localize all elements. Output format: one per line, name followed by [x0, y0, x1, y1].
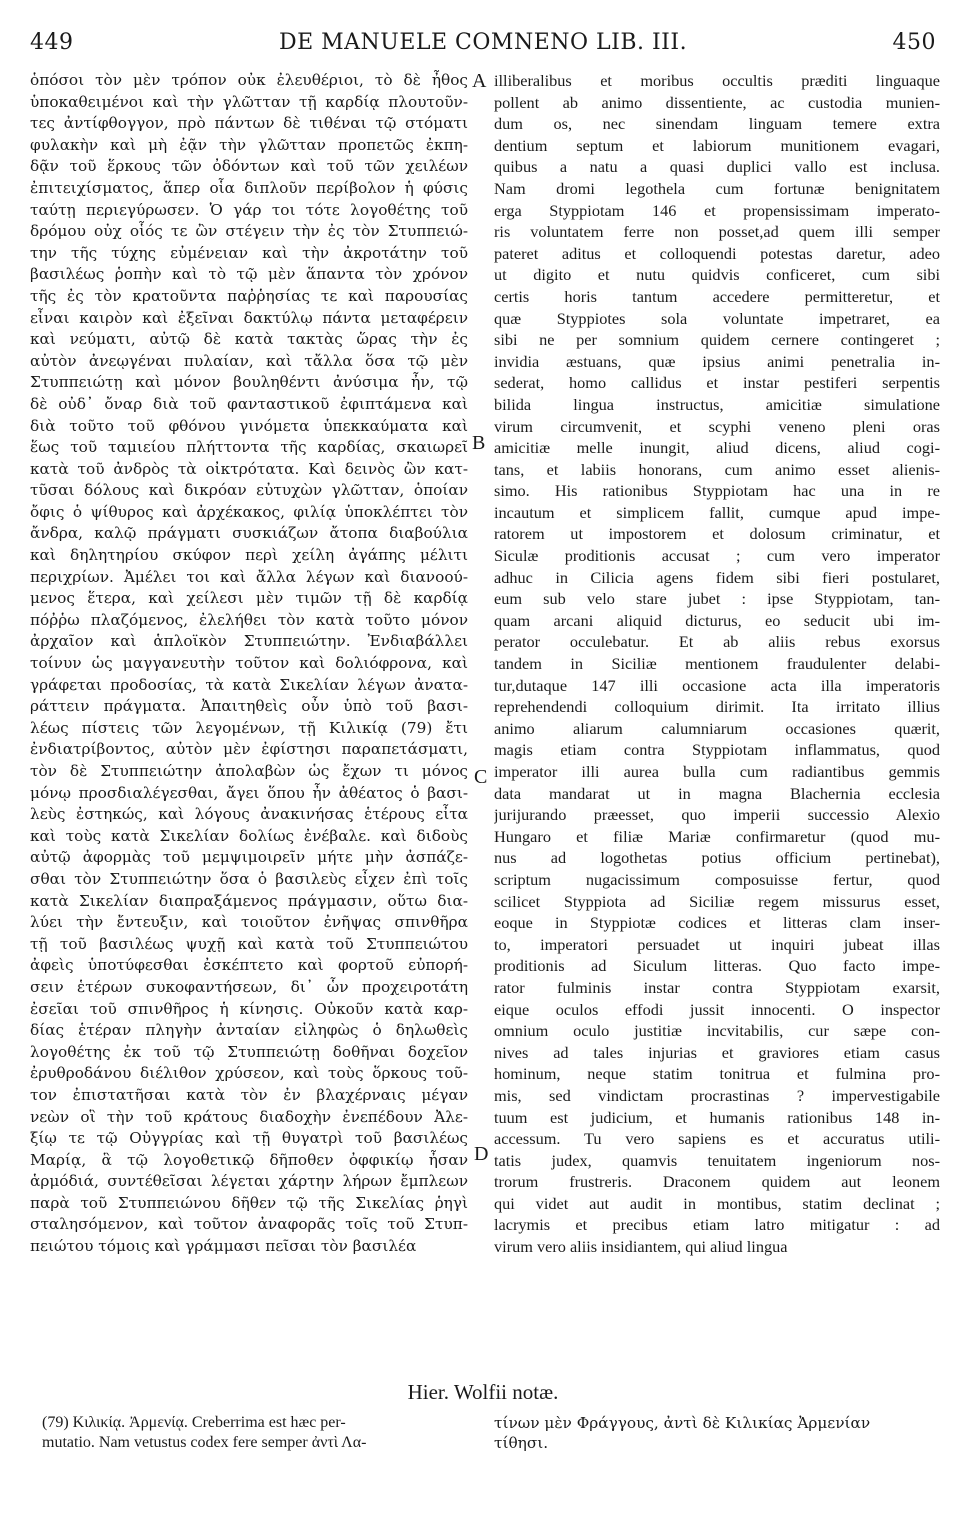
latin-text-line: eum sub velo stare jubet : ipse Styppiotam, tan- — [494, 589, 940, 609]
greek-text-line: τῦσαι δόλους καὶ δικρόαν εὐτυχὼν γλῶτταν, ὁποίαν — [30, 481, 468, 500]
greek-text-line: ἕως τοῦ ταμιείου πλήττοντα τῆς καρδίας, σκαιωρεῖ — [30, 438, 468, 457]
latin-text-line: erga Styppiotam 146 et propensissimam imperato- — [494, 200, 940, 220]
latin-text-line: hominum, neque statim tonitrua et fulmina pro- — [494, 1064, 940, 1084]
latin-text-line: pateret aditus et colloquendi potestas daretur, adeo — [494, 243, 940, 263]
page-number-right: 450 — [892, 30, 936, 55]
greek-text-line: ἄνδρα, καλῷ πράγματι συσκιάζων ἄτοπα διαβούλια — [30, 524, 468, 543]
latin-text-line: amicitiæ melle inungit, aliud dicens, aliud cogi- — [494, 438, 940, 458]
greek-text-line: λέως πίστεις τῶν λεγομένων, τῇ Κιλικίᾳ (79) ἔτι — [30, 718, 468, 737]
page-number-left: 449 — [30, 30, 74, 55]
notes-right-column — [494, 1413, 934, 1453]
latin-text-line: Hungaro et filiæ Mariæ confirmaretur (quod mu- — [494, 826, 940, 846]
greek-text-line: καὶ νεύματι, αὐτῷ δὲ κατὰ τακτὰς ὥρας τὴν ἐς — [30, 330, 468, 349]
latin-text-line: data mandarat ut in magna Blachernia ecclesia — [494, 783, 940, 803]
latin-text-line: Nam dromi legothela cum fortunæ benignitatem — [494, 178, 940, 198]
greek-text-line: εἶναι καιρὸν καὶ ἐξεῖναι δακτύλῳ πάντα μεταφέρειν — [30, 308, 468, 327]
greek-text-line: ἐρυθροδάνου διέλιθον χρύσεον, καὶ τοὺς ὅρκους τοῦ- — [30, 1064, 468, 1083]
greek-text-line: παρὰ τοῦ Στυππειώνου δῆθεν τῷ τῆς Σικελίας ῥηγὶ — [30, 1193, 468, 1212]
greek-text-line: ἀρχαῖον καὶ ἁπλοϊκὸν Στυππειώτην. Ἐνδιαβάλλει — [30, 632, 468, 651]
latin-text-line: dentium septum et labiorum munitionem evagari, — [494, 135, 940, 155]
greek-text-line: ξίῳ τε τῷ Οὐγγρίας καὶ τῇ θυγατρὶ τοῦ βασιλέως — [30, 1129, 468, 1148]
latin-text-line: sibi ne per somnium quidem cernere contingeret ; — [494, 330, 940, 350]
greek-text-line: μόνῳ προσδιαλέγεσθαι, ἄγει ὅπου ἦν ἀθέατος ὁ βασι- — [30, 783, 468, 802]
latin-text-line: nives ad tales injurias et graviores etiam casus — [494, 1042, 940, 1062]
greek-text-line: κατὰ τοῦ ἀνδρὸς τὰ οἰκτρότατα. Καὶ δεινὸς ὢν κατ- — [30, 459, 468, 478]
latin-text-line: Siculæ proditionis accusat ; cum vero imperator — [494, 546, 940, 566]
latin-text-line: tuum est judicium, et humanis rationibus 148 in- — [494, 1107, 940, 1127]
latin-text-line: accessum. Tu vero sapiens es et accuratus utili- — [494, 1129, 940, 1149]
latin-text-line: imperator illi aurea bulla cum radiantibus gemmis — [494, 762, 940, 781]
latin-text-line: animo aliarum calumniarum occasiones quærit, — [494, 718, 940, 738]
greek-text-line: ταύτῃ περιεγύρωσεν. Ὁ γάρ τοι τότε λογοθέτης τοῦ — [30, 200, 468, 219]
greek-text-line: σταλησόμενον, καὶ τοῦτον ἀναφορᾶς τοῖς τοῦ Στυπ- — [30, 1215, 468, 1234]
latin-text-column — [494, 70, 940, 1258]
section-marker-a: A — [472, 70, 487, 92]
greek-text-line: νεὼν οἳ τὴν τοῦ κράτους διαδοχὴν ἐνεπέδουν Ἀλε- — [30, 1107, 468, 1126]
latin-text-line: qui videt aut audit in montibus, statim declinat ; — [494, 1193, 940, 1213]
greek-text-line: φυλακὴν καὶ μὴ ἐᾷν τὴν γλῶτταν προπετῶς ἐκπη- — [30, 135, 468, 154]
running-head — [30, 30, 936, 64]
section-marker-d: D — [474, 1143, 489, 1165]
latin-text-line: trorum frustreris. Draconem quidem aut leonem — [494, 1172, 940, 1192]
latin-text-line: lacrymis et precibus etiam latro mitigatur : ad — [494, 1215, 940, 1235]
greek-text-line: ἀφεὶς ὑποτύφεσθαι ἐσκέπτετο καὶ φορτοῦ εὐπορή- — [30, 956, 468, 975]
latin-text-line: scilicet Styppiota ad Siciliæ regem missurus esset, — [494, 891, 940, 911]
latin-text-line: bilida lingua instructus, amicitiæ simulatione — [494, 394, 940, 414]
latin-text-line: proditionis ad Siculum litteras. Quo facto impe- — [494, 956, 940, 976]
latin-text-line: magis etiam contra Styppiotam inflammatus, quod — [494, 740, 940, 760]
greek-text-line: τον ἐπιστατῆσαι κατὰ τὸν ἐν βλαχέρναις μέγαν — [30, 1085, 468, 1104]
greek-text-line: μενος ἕτερα, καὶ χείλεσι μὲν τιμῶν τῇ δὲ καρδίᾳ — [30, 589, 468, 608]
latin-text-line: tandem in Siciliæ mentionem fraudulenter delabi- — [494, 654, 940, 674]
latin-text-line: perator occulebatur. Et ab aliis rebus exorsus — [494, 632, 940, 652]
greek-text-line: Στυππειώτῃ καὶ μόνον βουληθέντι ἀνύσιμα ἦν, τῷ — [30, 373, 468, 392]
note-line: (79) Κιλικίᾳ. Ἀρμενίᾳ. Creberrima est hæc per- — [42, 1414, 346, 1431]
latin-text-line: virum circumvenit, et scyphi veneno pleni oras — [494, 416, 940, 436]
note-line: τίθησι. — [494, 1434, 549, 1452]
latin-text-line: nus ad logothetas potius officium pertinebat), — [494, 848, 940, 868]
greek-text-line: ἁρμόδιά, συντέθεῖσαι λέγεται χάρτην λήρων ἔμπλεων — [30, 1172, 468, 1191]
greek-text-line: σειν ἑτέρων συκοφαντήσεων, δι᾽ ὧν προχειροτάτη — [30, 977, 468, 996]
section-marker-c: C — [474, 766, 488, 788]
greek-text-line: λογοθέτης ἐκ τοῦ τῷ Στυππειώτῃ δοθῆναι δοχεῖον — [30, 1042, 468, 1061]
greek-text-line: δίας ἑτέραν πληγὴν ἀνταίαν εἰληφὼς ὁ δηλωθεὶς — [30, 1021, 468, 1040]
latin-text-line: quæ Styppiotes sola voluntate impetraret, ea — [494, 308, 940, 328]
latin-text-line: tur,dutaque 147 illi occasione acta illa imperatoris — [494, 675, 940, 695]
latin-text-line: virum vero aliis insidiantem, qui aliud lingua — [494, 1237, 788, 1257]
greek-text-line: τῆς ἐς τὸν κρατοῦντα παῤῥησίας τε καὶ παρουσίας — [30, 286, 468, 305]
latin-text-line: simo. His rationibus Styppiotam hac una in re — [494, 481, 940, 501]
greek-text-line: δὲ οὐδ᾽ ὄναρ διὰ τοῦ φανταστικοῦ ἐφιπτάμενα καὶ — [30, 394, 468, 413]
greek-text-line: βασιλέως ῥοπὴν καὶ τὸ τῷ μὲν ἅπαντα τὸν χρόνον — [30, 265, 468, 284]
latin-text-line: eoque in Styppiotæ codices et litteras clam inser- — [494, 913, 940, 933]
greek-text-column — [30, 70, 468, 1258]
greek-text-line: δρόμου οὐχ οἷός τε ὢν στέγειν τὴν ἐς τὸν Στυππειώ- — [30, 222, 468, 241]
latin-text-line: scriptum nugacissimum composuisse fertur, quod — [494, 869, 940, 889]
latin-text-line: illiberalibus et moribus occultis præditi linguaque — [494, 71, 940, 90]
latin-text-line: incautum et simplicem fallit, cumque apud impe- — [494, 502, 940, 522]
section-marker-b: B — [472, 432, 486, 454]
latin-text-line: tans, et labiis honorans, cum animo esset alienis- — [494, 459, 940, 479]
greek-text-line: ὑποκαθειμένοι καὶ τὴν γλῶτταν τῇ καρδίᾳ πλουτοῦν- — [30, 92, 468, 111]
latin-text-line: eique oculos effodi jussit innocenti. O inspector — [494, 999, 940, 1019]
greek-text-line: καὶ δηλητηρίου σκύφον περὶ χείλη ἀγάπης μέλιτι — [30, 546, 468, 565]
greek-text-line: ὄφις ὁ ψίθυρος καὶ ἀρχέκακος, φιλίᾳ ὑποκλέπτει τὸν — [30, 502, 468, 521]
greek-text-line: περιχρίων. Ἀμέλει τοι καὶ ἄλλα λέγων καὶ διανοού- — [30, 567, 468, 586]
latin-text-line: omnium oculo justitiæ incvitabilis, cur sæpe con- — [494, 1021, 940, 1041]
latin-text-line: sederat, homo callidus et instar pestiferi serpentis — [494, 373, 940, 393]
latin-text-line: jurijurando præesset, quo imperii successio Alexio — [494, 805, 940, 825]
greek-text-line: λύει τὴν ἔντευξιν, καὶ τοιοῦτον ἐνῆψας σπινθῆρα — [30, 913, 468, 932]
greek-text-line: τὸν δὲ Στυππειώτην ἀπολαβὼν ὡς ἔχων τι μόνος — [30, 762, 468, 780]
greek-text-line: την τῆς τύχης εὐμένειαν καὶ τὴν ἀκροτάτην τοῦ — [30, 243, 468, 262]
latin-text-line: ris voluntatem ferre non posset,ad quem illi semper — [494, 222, 940, 242]
greek-text-line: αὐτὸν ἀνεῳγέναι πυλαίαν, καὶ τἄλλα ὅσα τῷ μὲν — [30, 351, 468, 370]
greek-text-line: τες ἀντίφθογγον, πρὸ πάντων δὲ τιθέναι τῷ στόματι — [30, 114, 468, 133]
greek-text-line: ὁπόσοι τὸν μὲν τρόπον οὐκ ἐλευθέριοι, τὸ δὲ ἦθος — [30, 71, 468, 89]
greek-text-line: διὰ τοῦτο τοῦ φθόνου γινόμετα ὑπεκκαύματα καὶ — [30, 416, 468, 435]
greek-text-line: τοίνυν ὡς μαγγανευτὴν τοῦτον καὶ δολιόφρονα, καὶ — [30, 654, 468, 673]
latin-text-line: tatis judex, quamvis tenuitatem ingeniorum nos- — [494, 1150, 940, 1170]
running-title: DE MANUELE COMNENO LIB. III. — [278, 30, 688, 55]
notes-left-column — [42, 1413, 476, 1453]
latin-text-line: quibus a natu a quasi duplici vallo est inclusa. — [494, 157, 940, 177]
greek-text-line: λεὺς ἐστηκώς, καὶ λόγους ἀνακινήσας ἑτέρους εἶτα — [30, 805, 468, 824]
greek-text-line: καὶ τοὺς κατὰ Σικελίαν δολίως ἐνέβαλε. καὶ διδοὺς — [30, 826, 468, 845]
note-line: τίνων μὲν Φράγγους, ἀντὶ δὲ Κιλικίας Ἀρμενίαν — [494, 1414, 871, 1432]
greek-text-line: ἐσεῖαι τοῦ σπινθῆρος ἡ κίνησις. Οὐκοῦν κατὰ καρ- — [30, 999, 468, 1018]
latin-text-line: reprehendendi colloquium dirimit. Ita irritato illius — [494, 697, 940, 717]
greek-text-line: ἐνδιατρίβοντος, αὐτὸν μὲν ἐφίστησι παραπετάσματι, — [30, 740, 468, 759]
greek-text-line: πόῤῥω πλαζόμενος, ἐλελήθει τὸν κατὰ τοῦτο μόνον — [30, 610, 468, 629]
latin-text-line: ut digito et nutu quidvis conficeret, cum sibi — [494, 265, 940, 285]
greek-text-line: σθαι τὸν Στυππειώτην ὅσα ὁ βασιλεὺς εἶχεν ἐπὶ τοῖς — [30, 869, 468, 888]
greek-text-line: γράφεται προδοσίας, τὰ κατὰ Σικελίαν λέγων ἀνατα- — [30, 675, 468, 694]
latin-text-line: adhuc in Cilicia agens fidem sibi fieri postularet, — [494, 567, 940, 587]
note-line: mutatio. Nam vetustus codex fere semper ἀντὶ Λα- — [42, 1434, 367, 1451]
greek-text-line: ἐπιτειχίσματος, ἅπερ οἷα διπλοῦν περίβολον ἡ φύσις — [30, 178, 468, 197]
greek-text-line: κατὰ Σικελίαν διαπραξάμενος πράγμασιν, οὕτω δια- — [30, 891, 468, 910]
notes-title: Hier. Wolfii notæ. — [407, 1380, 559, 1404]
latin-text-line: invidia æstuans, quæ ipsius animi penetralia in- — [494, 351, 940, 371]
greek-text-line: πειώτου τόμοις καὶ γράμμασι πεῖσαι τὸν βασιλέα — [30, 1237, 417, 1256]
latin-text-line: dum os, nec sinendam linguam temere extra — [494, 114, 940, 134]
latin-text-line: ratorem ut impostorem et dolosum criminatur, et — [494, 524, 940, 544]
latin-text-line: certis horis tantum accedere permitteretur, et — [494, 286, 940, 306]
latin-text-line: to, imperatori persuadet ut inquiri jubeat illas — [494, 934, 940, 954]
greek-text-line: ράττειν πράγματα. Ἀπαιτηθεὶς οὖν ὑπὸ τοῦ βασι- — [30, 697, 468, 716]
greek-text-line: δᾷν τοῦ ἕρκους τῶν ὀδόντων καὶ τοῦ τῶν χειλέων — [30, 157, 468, 176]
latin-text-line: quam arcani aliquid dicturus, eo seducit ubi im- — [494, 610, 940, 630]
greek-text-line: Μαρίᾳ, ἃ τῷ λογοθετικῷ δῆποθεν ὀφφικίῳ ἦσαν — [30, 1150, 468, 1169]
latin-text-line: pollent ab animo dissentiente, ac custodia munien- — [494, 92, 940, 112]
latin-text-line: mis, sed vindictam procrastinas ? impervestigabile — [494, 1085, 940, 1105]
greek-text-line: αὐτῷ ἀφορμὰς τοῦ μεμψιμοιρεῖν μήτε μὴν ἀσπάζε- — [30, 848, 468, 867]
latin-text-line: rator fulminis instar contra Styppiotam exarsit, — [494, 977, 940, 997]
greek-text-line: τῇ τοῦ βασιλέως ψυχῇ καὶ κατὰ τοῦ Στυππειώτου — [30, 934, 468, 953]
